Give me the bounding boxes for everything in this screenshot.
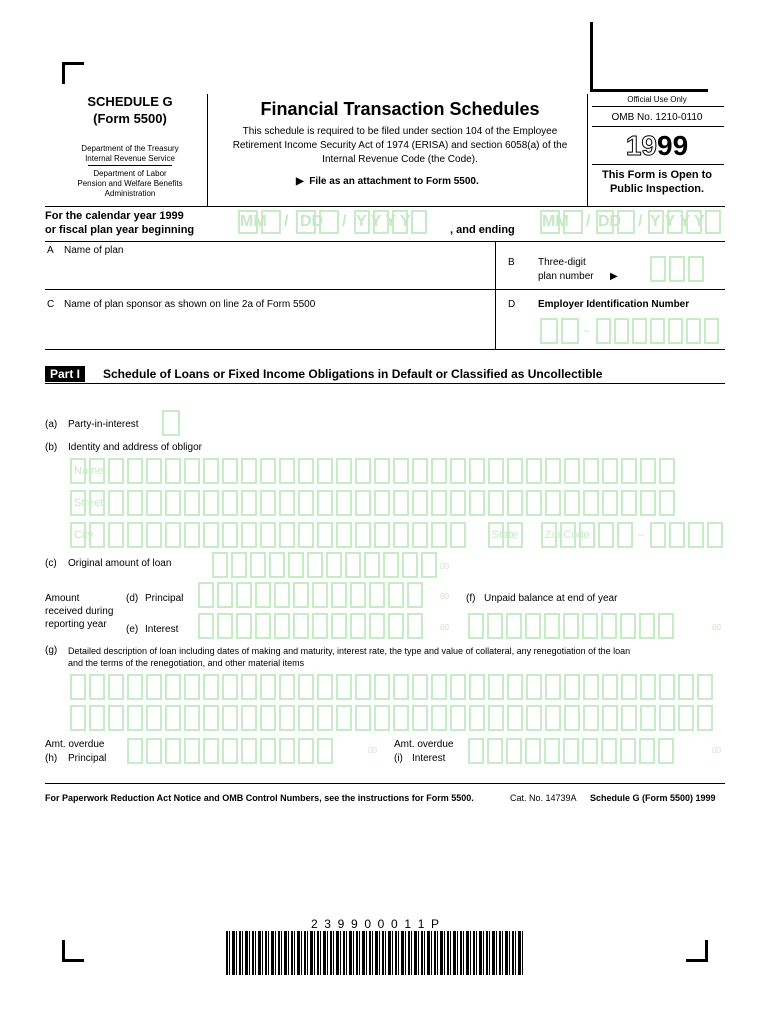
and-ending-label: , and ending xyxy=(450,224,515,236)
principal-received-cents: 00 xyxy=(440,592,449,601)
overdue-principal-cents: 00 xyxy=(368,746,377,755)
cd-bottom-rule xyxy=(45,349,725,350)
item-f-letter: (f) xyxy=(466,593,476,604)
description-line2: Retirement Income Security Act of 1974 (ERISA) and section 6058(a) of the xyxy=(232,140,568,151)
unpaid-balance-cents: 00 xyxy=(712,623,721,632)
dept-labor-line3: Administration xyxy=(104,189,156,198)
amount-received-line3: reporting year xyxy=(45,619,107,630)
catalog-number: Cat. No. 14739A xyxy=(510,793,577,803)
description-line1-input[interactable] xyxy=(70,674,713,700)
paperwork-notice: For Paperwork Reduction Act Notice and OMB Control Numbers, see the instructions for Form 5500. xyxy=(45,793,474,803)
year-divider xyxy=(592,164,724,165)
zip-dash: – xyxy=(638,529,645,541)
barcode-digits: 2 3 9 9 0 0 0 1 1 P xyxy=(310,917,440,931)
obligor-state-placeholder: State xyxy=(492,529,518,541)
item-d-letter: (d) xyxy=(126,593,139,604)
field-a-letter: A xyxy=(47,245,54,256)
ab-bottom-rule xyxy=(45,289,725,290)
original-amount-cents: 00 xyxy=(440,562,449,571)
end-month-placeholder: MM xyxy=(542,213,569,230)
obligor-city-input[interactable] xyxy=(70,522,466,548)
unpaid-balance-input[interactable] xyxy=(468,613,674,639)
part-1-rule xyxy=(45,383,725,384)
obligor-name-input[interactable] xyxy=(70,458,675,484)
item-b-letter: (b) xyxy=(45,442,58,453)
plan-number-input[interactable] xyxy=(650,256,704,282)
crop-mark-bottom-right-h xyxy=(686,959,708,962)
item-g-letter: (g) xyxy=(45,645,58,656)
barcode-image xyxy=(226,931,524,975)
main-title: Financial Transaction Schedules xyxy=(260,99,540,119)
item-i-top: Amt. overdue xyxy=(394,739,454,750)
part-1-title: Schedule of Loans or Fixed Income Obligations in Default or Classified as Uncollectible xyxy=(103,367,603,381)
item-f-label: Unpaid balance at end of year xyxy=(484,593,618,604)
form-reference: (Form 5500) xyxy=(93,111,167,126)
omb-divider xyxy=(592,126,724,127)
omb-number: OMB No. 1210-0110 xyxy=(611,112,703,123)
overdue-principal-input[interactable] xyxy=(127,738,333,764)
obligor-city-placeholder: City xyxy=(74,529,93,541)
field-b-label-line2: plan number xyxy=(538,271,594,282)
description-line2-input[interactable] xyxy=(70,705,713,731)
item-e-label: Interest xyxy=(145,624,179,635)
item-h-label: Principal xyxy=(68,753,107,764)
official-use-divider xyxy=(592,106,724,107)
period-bottom-rule xyxy=(45,241,725,242)
description-line1: This schedule is required to be filed under section 104 of the Employee xyxy=(242,126,558,137)
attach-note xyxy=(296,176,479,188)
open-inspection-line2: Public Inspection. xyxy=(609,183,705,195)
field-c-letter: C xyxy=(47,299,55,310)
item-a-label: Party-in-interest xyxy=(68,419,139,430)
crop-mark-top-right xyxy=(590,22,593,92)
ein-dash: – xyxy=(584,325,591,337)
field-a-label: Name of plan xyxy=(64,245,124,256)
item-c-label: Original amount of loan xyxy=(68,558,172,569)
crop-mark-top-right-h xyxy=(590,89,708,92)
item-c-letter: (c) xyxy=(45,558,57,569)
field-d-label: Employer Identification Number xyxy=(538,299,690,310)
field-c-label: Name of plan sponsor as shown on line 2a of Form 5500 xyxy=(64,299,316,310)
schedule-reference: Schedule G (Form 5500) 1999 xyxy=(590,793,716,803)
begin-year-placeholder: YYYY xyxy=(356,213,415,230)
field-b-letter: B xyxy=(508,257,515,268)
item-a-letter: (a) xyxy=(45,419,58,430)
end-day-placeholder: DD xyxy=(598,213,622,230)
begin-day-placeholder: DD xyxy=(300,213,324,230)
item-d-label: Principal xyxy=(145,593,184,604)
overdue-interest-input[interactable] xyxy=(468,738,674,764)
header-divider-left xyxy=(207,94,208,206)
item-g-label-line2: and the terms of the renegotiation, and other material items xyxy=(68,658,305,668)
description-line3: Internal Revenue Code (the Code). xyxy=(322,154,478,165)
dept-labor-line2: Pension and Welfare Benefits xyxy=(77,179,183,188)
header-divider-right xyxy=(587,94,588,206)
official-use-label: Official Use Only xyxy=(627,95,687,104)
triangle-right-icon: ▶ xyxy=(610,271,618,282)
part-1-bottom-rule xyxy=(45,783,725,784)
field-d-letter: D xyxy=(508,299,516,310)
calendar-year-label: For the calendar year 1999 xyxy=(45,210,184,222)
item-g-label-line1: Detailed description of loan including dates of making and maturity, interest rate, the type and value of collateral, any renegotiation of the loan xyxy=(68,646,631,656)
dept-treasury-line1: Department of the Treasury xyxy=(81,144,179,153)
ein-prefix-input[interactable] xyxy=(540,318,579,344)
attach-note-text: File as an attachment to Form 5500. xyxy=(309,176,479,187)
item-i-letter: (i) xyxy=(394,753,403,764)
crop-mark-top-left xyxy=(62,62,65,84)
interest-received-input[interactable] xyxy=(198,613,423,639)
item-b-label: Identity and address of obligor xyxy=(68,442,202,453)
obligor-zip-placeholder: Zip Code xyxy=(545,529,590,541)
begin-slash-1: / xyxy=(284,213,289,230)
header-bottom-rule xyxy=(45,206,725,207)
open-inspection-line1: This Form is Open to xyxy=(601,169,712,181)
form-year xyxy=(592,130,722,162)
principal-received-input[interactable] xyxy=(198,582,423,608)
ab-divider xyxy=(495,241,496,349)
dept-treasury-line2: Internal Revenue Service xyxy=(85,154,175,163)
end-year-placeholder: YYYY xyxy=(650,213,709,230)
obligor-name-placeholder: Name xyxy=(74,465,104,477)
begin-slash-2: / xyxy=(342,213,347,230)
amount-received-line1: Amount xyxy=(45,593,80,604)
party-in-interest-checkbox[interactable] xyxy=(162,410,180,436)
schedule-title: SCHEDULE G xyxy=(87,94,173,109)
dept-divider xyxy=(88,165,172,166)
item-e-letter: (e) xyxy=(126,624,139,635)
obligor-street-input[interactable] xyxy=(70,490,675,516)
year-bold-digits: 99 xyxy=(657,130,689,161)
field-b-label-line1: Three-digit xyxy=(538,257,586,268)
item-i-label: Interest xyxy=(412,753,446,764)
dept-labor-line1: Department of Labor xyxy=(93,169,167,178)
obligor-zip4-input[interactable] xyxy=(650,522,723,548)
original-amount-input[interactable] xyxy=(212,552,437,578)
begin-month-placeholder: MM xyxy=(240,213,267,230)
overdue-interest-cents: 00 xyxy=(712,746,721,755)
amount-received-line2: received during xyxy=(45,606,114,617)
obligor-street-placeholder: Street xyxy=(74,497,104,509)
item-h-letter: (h) xyxy=(45,753,58,764)
interest-received-cents: 00 xyxy=(440,623,449,632)
crop-mark-bottom-left-h xyxy=(62,959,84,962)
year-outline-digits: 19 xyxy=(625,130,657,161)
item-h-top: Amt. overdue xyxy=(45,739,105,750)
triangle-right-icon: ▶ xyxy=(296,176,304,187)
end-slash-1: / xyxy=(586,213,591,230)
ein-suffix-input[interactable] xyxy=(596,318,719,344)
fiscal-year-label: or fiscal plan year beginning xyxy=(45,224,195,236)
part-1-badge: Part I xyxy=(45,366,85,382)
end-slash-2: / xyxy=(638,213,643,230)
crop-mark-top-left-h xyxy=(62,62,84,65)
